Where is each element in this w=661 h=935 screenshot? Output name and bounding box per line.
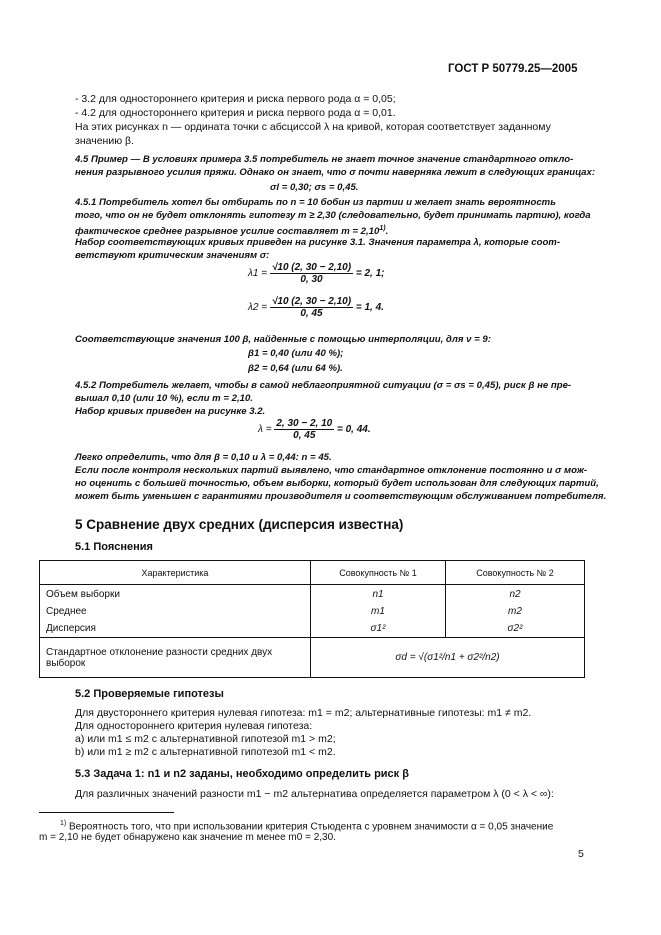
section-53-title: 5.3 Задача 1: n1 и n2 заданы, необходимо определить риск β <box>75 768 409 780</box>
curves-line-2: ветствуют критическим значениям σ: <box>75 250 270 261</box>
table-cell: n1 <box>372 589 384 600</box>
section-51-title: 5.1 Пояснения <box>75 541 153 553</box>
intro-line-1: - 3.2 для одностороннего критерия и риска первого рода α = 0,05; <box>75 93 396 105</box>
lambda3-fraction <box>274 418 334 441</box>
lambda2-result: = 1, 4. <box>355 302 384 314</box>
table-row <box>40 585 585 638</box>
example-451-text: фактическое среднее разрывное усилие составляет m = 2,10 <box>75 226 380 238</box>
table-header-cell: Совокупность № 2 <box>446 561 585 585</box>
lambda3-formula <box>258 418 371 441</box>
table-header-row <box>40 561 585 585</box>
table-row <box>40 638 585 678</box>
easy-line: Легко определить, что для β = 0,10 и λ = 0,44: n = 45. <box>75 452 332 463</box>
footnote-ref: 1) <box>379 225 386 232</box>
last-line-2: но оценить с большей точностью, объем выборки, который будет использован для следующих партий, <box>75 478 599 489</box>
table-cell: Стандартное отклонение разности средних двух выборок <box>40 638 311 678</box>
sd-formula-cell: σd = √(σ1²/n1 + σ2²/n2) <box>311 638 585 678</box>
lambda2-formula <box>248 296 384 319</box>
last-line-1: Если после контроля нескольких партий выявлено, что стандартное отклонение постоянно и σ мож- <box>75 465 588 476</box>
lambda1-lhs: λ1 = <box>248 268 268 280</box>
section-53-text: Для различных значений разности m1 − m2 альтернатива определяется параметром λ (0 < λ < ∞): <box>75 788 554 800</box>
example-452-line-2: вышал 0,10 (или 10 %), если m = 2,10. <box>75 393 253 404</box>
example-452-line-3: Набор кривых приведен на рисунке 3.2. <box>75 406 266 417</box>
section-5-title: 5 Сравнение двух средних (дисперсия известна) <box>75 517 404 532</box>
example-45-line-2: нения разрывного усилия пряжи. Однако он знает, что σ почти наверняка лежит в следующих границах: <box>75 167 596 178</box>
lambda1-denominator: 0, 30 <box>300 274 323 285</box>
table-cell: Объем выборки <box>46 589 120 600</box>
lambda1-formula <box>248 262 384 285</box>
example-451-line-1: 4.5.1 Потребитель хотел бы отбирать по n = 10 бобин из партии и желает знать вероятность <box>75 197 556 208</box>
example-451-line-2: того, что он не будет отклонять гипотезу m ≥ 2,30 (следовательно, будет принимать партию), когда <box>75 210 591 221</box>
lambda2-denominator: 0, 45 <box>300 308 323 319</box>
table-header-cell: Характеристика <box>40 561 311 585</box>
table-cell: Дисперсия <box>46 623 96 634</box>
section-52-title: 5.2 Проверяемые гипотезы <box>75 688 224 700</box>
table-col-2 <box>446 585 585 638</box>
hypothesis-line-1: Для двустороннего критерия нулевая гипотеза: m1 = m2; альтернативные гипотезы: m1 ≠ m2. <box>75 707 532 719</box>
lambda3-denominator: 0, 45 <box>293 430 316 441</box>
footnote-text-1: Вероятность того, что при использовании критерия Стьюдента с уровнем значимости α = 0,05 значение <box>69 821 554 833</box>
example-451-end: . <box>385 226 389 238</box>
footnote-line-2: m = 2,10 не будет обнаружено как значение m менее m0 = 2,30. <box>39 832 336 843</box>
lambda1-result: = 2, 1; <box>355 268 385 280</box>
characteristics-table <box>39 560 585 678</box>
sigma-bounds: σl = 0,30; σs = 0,45. <box>270 182 359 193</box>
lambda2-lhs: λ2 = <box>248 302 268 314</box>
table-cell: σ2² <box>507 623 523 634</box>
lambda2-numerator: √10 (2, 30 − 2,10) <box>271 296 352 307</box>
table-cell: σ1² <box>370 623 386 634</box>
last-line-3: может быть уменьшен с гарантиями производителя и соответствующим обслуживанием потребителя. <box>75 491 607 502</box>
document-header: ГОСТ Р 50779.25—2005 <box>448 63 578 75</box>
beta1-value: β1 = 0,40 (или 40 %); <box>248 348 344 359</box>
table-cell: m2 <box>508 606 522 617</box>
footnote-mark: 1) <box>60 820 67 827</box>
lambda1-numerator: √10 (2, 30 − 2,10) <box>271 262 352 273</box>
intro-line-2: - 4.2 для одностороннего критерия и риска первого рода α = 0,01. <box>75 107 396 119</box>
lambda2-fraction <box>270 296 353 319</box>
hypothesis-line-2: Для одностороннего критерия нулевая гипотеза: <box>75 720 313 732</box>
table-cell: Среднее <box>46 606 87 617</box>
interpolation-line: Соответствующие значения 100 β, найденные с помощью интерполяции, для ν = 9: <box>75 334 491 345</box>
table-header-cell: Совокупность № 1 <box>311 561 446 585</box>
hypothesis-line-3: a) или m1 ≤ m2 с альтернативной гипотезой m1 > m2; <box>75 733 336 745</box>
example-45-line-1: 4.5 Пример — В условиях примера 3.5 потребитель не знает точное значение стандартного откло- <box>75 154 574 165</box>
lambda1-fraction <box>270 262 353 285</box>
intro-line-3: На этих рисунках n — ордината точки с абсциссой λ на кривой, которая соответствует заданному <box>75 121 551 133</box>
beta2-value: β2 = 0,64 (или 64 %). <box>248 363 343 374</box>
lambda3-result: = 0, 44. <box>337 424 371 436</box>
table-cell: m1 <box>371 606 385 617</box>
table-cell: n2 <box>509 589 521 600</box>
footnote-rule <box>39 812 174 813</box>
lambda3-lhs: λ = <box>258 424 272 436</box>
table-col-1 <box>311 585 446 638</box>
curves-line-1: Набор соответствующих кривых приведен на рисунке 3.1. Значения параметра λ, которые соот- <box>75 237 561 248</box>
example-452-line-1: 4.5.2 Потребитель желает, чтобы в самой неблагоприятной ситуации (σ = σs = 0,45), риск β не пре- <box>75 380 572 391</box>
page-number: 5 <box>578 848 584 860</box>
hypothesis-line-4: b) или m1 ≥ m2 с альтернативной гипотезой m1 < m2. <box>75 746 336 758</box>
table-row-labels <box>40 585 311 638</box>
lambda3-numerator: 2, 30 − 2, 10 <box>276 418 333 429</box>
intro-line-4: значению β. <box>75 135 134 147</box>
